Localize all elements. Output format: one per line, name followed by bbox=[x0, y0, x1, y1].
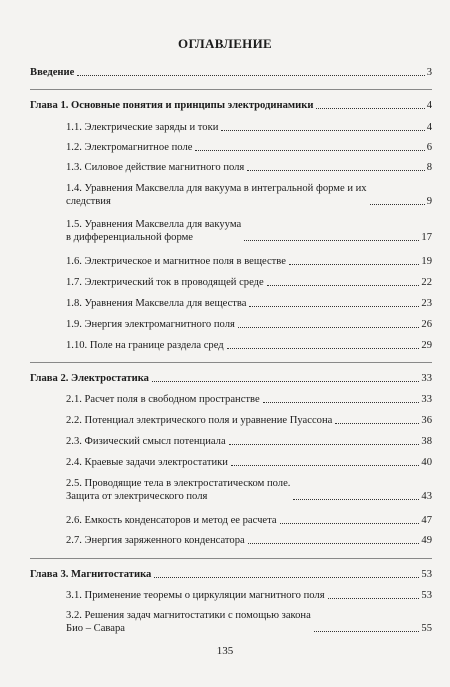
dot-leader bbox=[154, 577, 419, 578]
dot-leader bbox=[195, 150, 424, 151]
toc-entry-page: 55 bbox=[421, 623, 432, 634]
dot-leader bbox=[238, 327, 420, 328]
dot-leader bbox=[221, 130, 424, 131]
section-divider bbox=[30, 558, 432, 559]
toc-entry-page: 36 bbox=[421, 415, 432, 426]
toc-entry-label: Глава 2. Электростатика bbox=[30, 373, 149, 384]
toc-entry-label: 2.2. Потенциал электрического поля и уравнение Пуассона bbox=[66, 415, 333, 426]
dot-leader bbox=[280, 523, 420, 524]
toc-entry-label-line1: 1.4. Уравнения Максвелла для вакуума в интегральной форме и их bbox=[66, 183, 367, 194]
toc-section-2-7[interactable] bbox=[66, 534, 432, 547]
toc-entry-label bbox=[66, 609, 311, 635]
toc-section-1-3[interactable] bbox=[66, 161, 432, 174]
dot-leader bbox=[227, 348, 420, 349]
toc-section-1-5[interactable] bbox=[66, 218, 432, 244]
toc-entry-page: 33 bbox=[421, 394, 432, 405]
dot-leader bbox=[229, 444, 420, 445]
toc-section-3-1[interactable] bbox=[66, 589, 432, 602]
toc-section-1-9[interactable] bbox=[66, 318, 432, 331]
toc-entry-label: 1.9. Энергия электромагнитного поля bbox=[66, 319, 235, 330]
toc-section-1-2[interactable] bbox=[66, 141, 432, 154]
toc-section-3-2[interactable] bbox=[66, 609, 432, 635]
toc-entry-label bbox=[66, 477, 290, 503]
section-divider bbox=[30, 362, 432, 363]
toc-entry-label-line2: следствия bbox=[66, 196, 111, 207]
toc-entry-page: 3 bbox=[426, 67, 432, 78]
toc-entry-label: 2.1. Расчет поля в свободном пространстве bbox=[66, 394, 260, 405]
toc-section-2-3[interactable] bbox=[66, 435, 432, 448]
toc-entry-page: 33 bbox=[421, 373, 432, 384]
toc-section-1-4[interactable] bbox=[66, 182, 432, 208]
dot-leader bbox=[248, 543, 420, 544]
toc-entry-label-line1: 3.2. Решения задач магнитостатики с помощью закона bbox=[66, 610, 311, 621]
toc-entry-label-line2: Био – Савара bbox=[66, 623, 125, 634]
toc-entry-page: 53 bbox=[421, 569, 432, 580]
toc-section-1-8[interactable] bbox=[66, 297, 432, 310]
dot-leader bbox=[77, 75, 424, 76]
toc-entry-intro[interactable] bbox=[30, 66, 432, 79]
dot-leader bbox=[316, 108, 424, 109]
toc-entry-label: Введение bbox=[30, 67, 75, 78]
toc-entry-page: 43 bbox=[421, 491, 432, 502]
toc-entry-label: 1.8. Уравнения Максвелла для вещества bbox=[66, 298, 247, 309]
dot-leader bbox=[152, 381, 419, 382]
toc-entry-page: 53 bbox=[421, 590, 432, 601]
toc-entry-label-line2: в дифференциальной форме bbox=[66, 232, 193, 243]
toc-entry-label: 3.1. Применение теоремы о циркуляции магнитного поля bbox=[66, 590, 325, 601]
dot-leader bbox=[263, 402, 420, 403]
toc-entry-page: 17 bbox=[421, 232, 432, 243]
toc-entry-label: 1.1. Электрические заряды и токи bbox=[66, 122, 219, 133]
toc-entry-label: 1.2. Электромагнитное поле bbox=[66, 142, 193, 153]
dot-leader bbox=[231, 465, 419, 466]
toc-entry-label-line2: Защита от электрического поля bbox=[66, 491, 208, 502]
toc-entry-label: Глава 3. Магнитостатика bbox=[30, 569, 152, 580]
toc-entry-page: 19 bbox=[421, 256, 432, 267]
toc-entry-page: 23 bbox=[421, 298, 432, 309]
page-number: 135 bbox=[216, 645, 234, 657]
toc-entry-label: Глава 1. Основные понятия и принципы электродинамики bbox=[30, 100, 314, 111]
toc-section-2-4[interactable] bbox=[66, 456, 432, 469]
toc-entry-label: 1.6. Электрическое и магнитное поля в веществе bbox=[66, 256, 286, 267]
toc-section-2-6[interactable] bbox=[66, 514, 432, 527]
toc-entry-page: 49 bbox=[421, 535, 432, 546]
toc-entry-label bbox=[66, 182, 367, 208]
dot-leader bbox=[328, 598, 420, 599]
toc-chapter-2[interactable] bbox=[30, 372, 432, 385]
toc-chapter-1[interactable] bbox=[30, 99, 432, 112]
toc-entry-label: 2.6. Емкость конденсаторов и метод ее расчета bbox=[66, 515, 277, 526]
dot-leader bbox=[244, 240, 419, 241]
toc-entry-label: 2.7. Энергия заряженного конденсатора bbox=[66, 535, 245, 546]
toc-section-1-1[interactable] bbox=[66, 121, 432, 134]
dot-leader bbox=[267, 285, 420, 286]
toc-section-1-6[interactable] bbox=[66, 255, 432, 268]
toc-chapter-3[interactable] bbox=[30, 568, 432, 581]
toc-entry-page: 9 bbox=[426, 196, 432, 207]
toc-entry-page: 47 bbox=[421, 515, 432, 526]
section-divider bbox=[30, 89, 432, 90]
dot-leader bbox=[247, 170, 424, 171]
toc-entry-label: 1.3. Силовое действие магнитного поля bbox=[66, 162, 245, 173]
toc-entry-label: 2.3. Физический смысл потенциала bbox=[66, 436, 226, 447]
toc-entry-page: 26 bbox=[421, 319, 432, 330]
toc-entry-label: 2.4. Краевые задачи электростатики bbox=[66, 457, 228, 468]
dot-leader bbox=[335, 423, 419, 424]
toc-entry-page: 4 bbox=[426, 122, 432, 133]
toc-entry-label: 1.10. Поле на границе раздела сред bbox=[66, 340, 224, 351]
toc-section-2-5[interactable] bbox=[66, 477, 432, 503]
toc-entry-page: 8 bbox=[426, 162, 432, 173]
toc-entry-page: 4 bbox=[426, 100, 432, 111]
toc-entry-label: 1.7. Электрический ток в проводящей среде bbox=[66, 277, 264, 288]
toc-entry-page: 38 bbox=[421, 436, 432, 447]
toc-entry-label-line1: 1.5. Уравнения Максвелла для вакуума bbox=[66, 219, 242, 230]
toc-entry-page: 6 bbox=[426, 142, 432, 153]
toc-entry-page: 40 bbox=[421, 457, 432, 468]
toc-section-1-7[interactable] bbox=[66, 276, 432, 289]
toc-section-2-1[interactable] bbox=[66, 393, 432, 406]
toc-section-1-10[interactable] bbox=[66, 339, 432, 352]
dot-leader bbox=[314, 631, 420, 632]
toc-entry-page: 29 bbox=[421, 340, 432, 351]
dot-leader bbox=[293, 499, 419, 500]
dot-leader bbox=[289, 264, 419, 265]
toc-entry-label bbox=[66, 218, 241, 244]
toc-entry-page: 22 bbox=[421, 277, 432, 288]
dot-leader bbox=[249, 306, 419, 307]
toc-entry-label-line1: 2.5. Проводящие тела в электростатическом поле. bbox=[66, 478, 291, 489]
toc-section-2-2[interactable] bbox=[66, 414, 432, 427]
dot-leader bbox=[370, 204, 425, 205]
page-title: ОГЛАВЛЕНИЕ bbox=[178, 36, 272, 51]
